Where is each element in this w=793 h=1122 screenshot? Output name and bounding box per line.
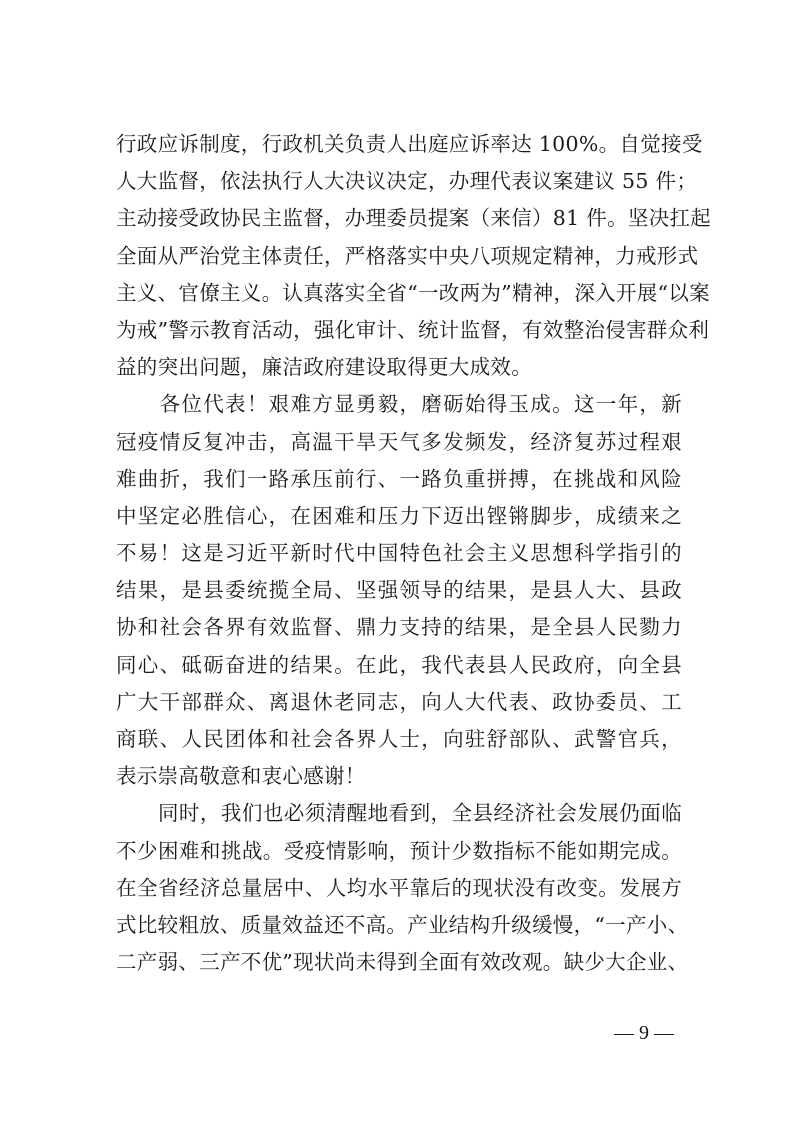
text-line: 中坚定必胜信心，在困难和压力下迈出铿锵脚步，成绩来之 bbox=[116, 503, 682, 528]
text-line: 同心、砥砺奋进的结果。在此，我代表县人民政府，向全县 bbox=[116, 652, 682, 677]
text-line: 主动接受政协民主监督，办理委员提案（来信）81 件。坚决扛起 bbox=[116, 206, 712, 231]
text-line: 同时，我们也必须清醒地看到，全县经济社会发展仍面临 bbox=[116, 801, 682, 826]
text-line: 人大监督，依法执行人大决议决定，办理代表议案建议 55 件； bbox=[116, 169, 698, 194]
text-line: 为戒”警示教育活动，强化审计、统计监督，有效整治侵害群众利 bbox=[116, 317, 710, 342]
text-line: 行政应诉制度，行政机关负责人出庭应诉率达 100%。自觉接受 bbox=[116, 132, 703, 156]
text-line: 广大干部群众、离退休老同志，向人大代表、政协委员、工 bbox=[116, 689, 682, 714]
text-line: 益的突出问题，廉洁政府建设取得更大成效。 bbox=[116, 355, 532, 380]
text-line: 冠疫情反复冲击，高温干旱天气多发频发，经济复苏过程艰 bbox=[116, 429, 682, 454]
text-line: 难曲折，我们一路承压前行、一路负重拼搏，在挑战和风险 bbox=[116, 466, 682, 491]
text-line: 式比较粗放、质量效益还不高。产业结构升级缓慢，“一产小、 bbox=[116, 912, 689, 937]
paragraph-2 bbox=[116, 386, 682, 795]
paragraph-3 bbox=[116, 795, 689, 981]
text-line: 不少困难和挑战。受疫情影响，预计少数指标不能如期完成。 bbox=[116, 838, 682, 863]
page-number: — 9 — bbox=[614, 1022, 674, 1044]
text-line: 表示崇高敬意和衷心感谢！ bbox=[116, 764, 366, 789]
text-line: 主义、官僚主义。认真落实全省“一改两为”精神，深入开展“以案 bbox=[116, 280, 710, 305]
text-line: 协和社会各界有效监督、鼎力支持的结果，是全县人民勠力 bbox=[116, 615, 682, 640]
text-line: 全面从严治党主体责任，严格落实中央八项规定精神，力戒形式 bbox=[116, 243, 699, 268]
paragraph-1 bbox=[116, 126, 712, 386]
document-body bbox=[116, 126, 712, 981]
text-line: 商联、人民团体和社会各界人士，向驻舒部队、武警官兵， bbox=[116, 727, 682, 751]
text-line: 各位代表！艰难方显勇毅，磨砺始得玉成。这一年，新 bbox=[116, 392, 682, 417]
text-line: 二产弱、三产不优”现状尚未得到全面有效改观。缺少大企业、 bbox=[116, 950, 689, 975]
text-line: 结果，是县委统揽全局、坚强领导的结果，是县人大、县政 bbox=[116, 578, 682, 603]
text-line: 不易！这是习近平新时代中国特色社会主义思想科学指引的 bbox=[116, 541, 682, 566]
text-line: 在全省经济总量居中、人均水平靠后的现状没有改变。发展方 bbox=[116, 875, 682, 900]
